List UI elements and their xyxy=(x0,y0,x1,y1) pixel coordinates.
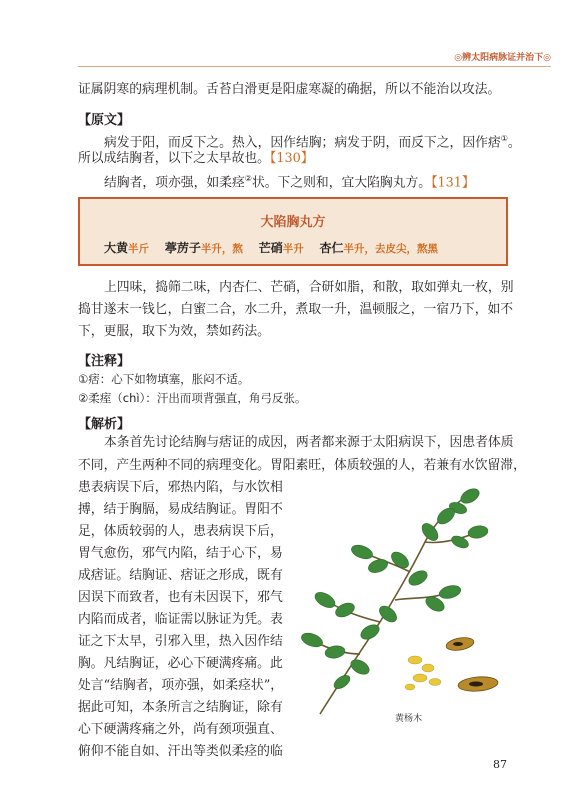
ingredient-name: 芒硝 xyxy=(258,241,283,255)
analysis-line: 胃气愈伤，邪气内陷，结于心下，易 xyxy=(78,546,283,561)
yuanwen-text: 状。下之则和，宜大陷胸丸方。 xyxy=(251,175,432,191)
yuanwen-text: 结胸者，项亦强，如柔痉 xyxy=(104,175,245,191)
ingredient-dose: 半升 xyxy=(282,243,304,255)
analysis-line: 心下硬满疼痛之外，尚有颈项强直、 xyxy=(78,722,283,737)
formula-ingredients xyxy=(104,239,438,256)
running-title: ◎辨太阳病脉证并治下◎ xyxy=(454,52,551,63)
analysis-line: 本条首先讨论结胸与痞证的成因，两者都来源于太阳病误下，因患者体质 xyxy=(104,435,514,450)
ingredient-dose: 半斤 xyxy=(128,243,150,255)
yuanwen-text: 病发于阳，而反下之。热入，因作结胸；病发于阴，而反下之，因作痞 xyxy=(104,135,501,151)
method-line: 下，更服，取下为效，禁如药法。 xyxy=(78,324,270,339)
ingredient-name: 大黄 xyxy=(104,241,129,255)
analysis-line: 证之下太早，引邪入里，热入因作结 xyxy=(78,634,283,649)
ingredient-dose: 半升，去皮尖，熬黑 xyxy=(343,243,439,255)
running-header xyxy=(454,49,551,63)
yuanwen-line-3 xyxy=(78,169,514,193)
analysis-line: 俯仰不能自如、汗出等类似柔痉的临 xyxy=(78,744,283,759)
analysis-line: 内陷而成者，临证需以脉证为凭。表 xyxy=(78,612,283,627)
analysis-line: 处言“结胸者，项亦强，如柔痉状”， xyxy=(78,678,284,693)
analysis-line: 不同，产生两种不同的病理变化。胃阳素旺，体质较强的人，若兼有水饮留滞， xyxy=(78,458,526,473)
analysis-line: 据此可知，本条所言之结胸证，除有 xyxy=(78,700,283,715)
ingredient-name: 杏仁 xyxy=(319,241,344,255)
ingredient-name: 葶苈子 xyxy=(164,241,201,255)
section-heading-yuanwen: 【原文】 xyxy=(78,113,131,128)
method-line: 捣甘遂末一钱匕，白蜜二合，水二升，煮取一升，温顿服之，一宿乃下，如不 xyxy=(78,302,514,317)
analysis-line: 因误下而致者，也有未因误下，邪气 xyxy=(78,590,283,605)
figure-caption: 黄杨木 xyxy=(395,714,423,724)
analysis-line: 胸。凡结胸证，必心下硬满疼痛。此 xyxy=(78,656,283,671)
intro-line: 证属阴寒的病理机制。舌苔白滑更是阳虚寒凝的确据，所以不能治以攻法。 xyxy=(78,82,501,97)
ingredient-dose: 半升，熬 xyxy=(200,243,243,255)
analysis-line: 患表病误下后，邪热内陷，与水饮相 xyxy=(78,480,283,495)
footnote-marker: ② xyxy=(244,174,252,183)
analysis-line: 成痞证。结胸证、痞证之形成，既有 xyxy=(78,568,283,583)
section-heading-jiexi: 【解析】 xyxy=(78,417,131,432)
footnote-marker: ① xyxy=(500,134,508,143)
yuanwen-line-2 xyxy=(78,149,514,169)
section-heading-zhushi: 【注释】 xyxy=(78,354,131,369)
header-divider xyxy=(78,66,551,67)
note-line: ②柔痓（chì）：汗出而项背强直，角弓反张。 xyxy=(78,391,307,405)
note-line: ①痞：心下如物填塞，胀闷不适。 xyxy=(78,372,250,386)
analysis-line: 搏，结于胸膈，易成结胸证。胃阳不 xyxy=(78,502,283,517)
formula-box xyxy=(78,197,508,266)
formula-title: 大陷胸丸方 xyxy=(260,215,326,230)
analysis-line: 足，体质较弱的人，患表病误下后， xyxy=(78,524,283,539)
method-line: 上四味，捣筛二味，内杏仁、芒硝，合研如脂，和散，取如弹丸一枚，别 xyxy=(104,280,514,295)
yuanwen-text: 。 xyxy=(507,135,521,151)
clause-number: 【130】 xyxy=(269,151,314,166)
yuanwen-text: 所以成结胸者，以下之太早故也。 xyxy=(78,151,270,166)
clause-number: 【131】 xyxy=(431,175,475,191)
page-number: 87 xyxy=(493,758,507,771)
boxwood-illustration xyxy=(300,482,510,720)
